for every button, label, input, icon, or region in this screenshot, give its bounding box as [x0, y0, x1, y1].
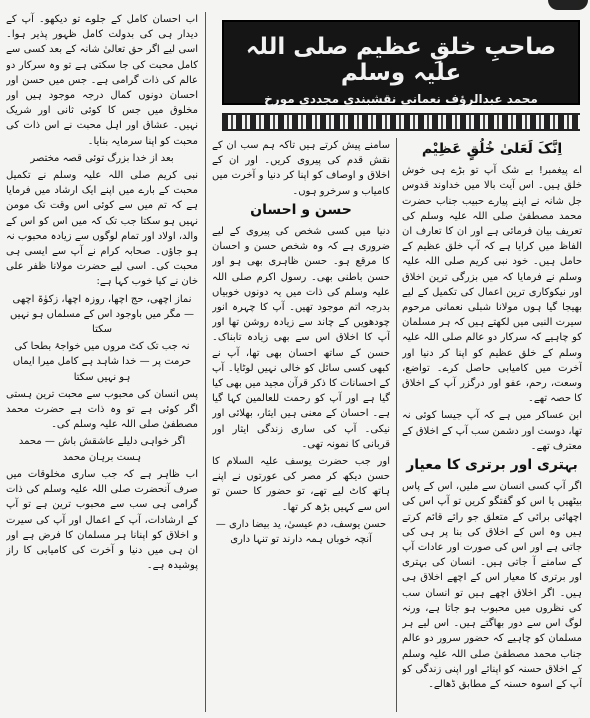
column-right — [402, 138, 582, 712]
middle-verse: حسن یوسف، دم عیسیٰ، ید بیضا داری — آنچہ خوباں ہمہ دارند تو تنہا داری — [215, 518, 387, 546]
left-verse-1: بعد از خدا بزرگ توئی قصہ مختصر — [30, 152, 174, 164]
heading-quranic-verse: اِنَّکَ لَعَلیٰ خُلُقٍ عَظِیْم — [421, 141, 563, 157]
left-verse-2: نماز اچھی، حج اچھا، روزہ اچھا، زکوٰۃ اچھی — مگر میں باوجود اس کے مسلماں ہو نہیں سکتا — [10, 293, 194, 336]
left-paragraph-3: پس انسان کی محبوب سے محبت ترین ہستی اگر کوئی ہے تو وہ ذات ہے حضرت محمد مصطفیٰ صلی اللہ علیہ وسلم کی۔ — [6, 388, 198, 431]
middle-paragraph-2: دنیا میں کسی شخص کی پیروی کے لیے ضروری ہے کہ وہ شخص حسن و احسان کا مرقع ہو۔ حسن ظاہری بھی ہو اور حسن باطنی بھی۔ رسول اکرم صلی اللہ علیہ وسلم کی ذات میں یہ دونوں خوبیاں بدرجہ اتم موجود تھیں۔ آپ کا چہرہ انور چودھویں کے چاند سے زیادہ روشن تھا اور آپ کا اخلاق اس سے بھی زیادہ تابناک۔ حسن کے ساتھ احسان بھی تھا، آپ نے کبھی کسی سائل کو خالی نہیں لوٹایا۔ آپ کے احسانات کا ذکر قرآن مجید میں بھی کیا گیا ہے اور آپ کو رحمت للعالمین کہا گیا ہے۔ احسان کے معنی ہیں ایثار، بھلائی اور نیکی۔ آپ کی ساری زندگی ایثار اور قربانی کا نمونہ تھی۔ — [212, 226, 390, 450]
left-paragraph-2: نبی کریم صلی اللہ علیہ وسلم نے تکمیل محبت کے بارے میں اپنے ایک ارشاد میں فرمایا ہے کہ تم میں سے کوئی اس وقت تک مومن نہیں ہو سکتا جب تک کہ میں اس کو اس کے والد، اولاد اور تمام لوگوں سے زیادہ محبوب نہ ہو جاؤں۔ صحابہ کرام نے آپ سے ایسی ہی محبت کی۔ اسی لیے حضرت مولانا ظفر علی خان نے کیا خوب کہا ہے: — [6, 170, 198, 288]
right-paragraph-3: اگر آپ کسی انسان سے ملیں، اس کے پاس بیٹھیں یا اس کو گفتگو کریں تو آپ اس کی اچھائی برائی کے متعلق جو رائے قائم کرتے ہیں وہ اس کے اخلاق کی بنا پر ہی کی جاتی ہے اور اس کی صورت اور عادات آپ کے سامنے آ جاتی ہیں۔ انسان کی بہتری اور برتری کا معیار اس کے اچھے اخلاق ہی ہیں۔ اگر اخلاق اچھے ہیں تو انسان سب کی نظروں میں محبوب ہو جاتا ہے، ورنہ لوگ اس سے دور بھاگتے ہیں۔ اس لیے ہر مسلمان کو چاہیے کہ حضور سرور دو عالم جناب محمد مصطفیٰ صلی اللہ علیہ وسلم کے اخلاق حسنہ کو اپنائے اور اپنی زندگی کو آپ کے اسوہ حسنہ کے مطابق ڈھالے۔ — [402, 481, 582, 690]
left-verse-4: اگر خواہی دلیلے عاشقش باش — محمد ہست برہان محمد — [18, 436, 186, 463]
column-divider-right — [396, 138, 397, 712]
column-middle — [212, 138, 390, 712]
decorative-border — [222, 113, 580, 131]
title-banner — [222, 20, 580, 105]
left-paragraph-4: اب ظاہر ہے کہ جب ساری مخلوقات میں صرف آنحضرت صلی اللہ علیہ وسلم کی ذات گرامی ہی سب سے محبوب ترین ہے تو آپ کے ارشادات، آپ کے اعمال اور آپ کی سیرت و اخلاق کو اپنانا ہر مسلمان کا فرض ہے اور ان ہی میں دنیا و آخرت کی کامیابی کا راز پوشیدہ ہے۔ — [6, 468, 198, 572]
middle-paragraph-3: اور جب حضرت یوسف علیہ السلام کا حسن دیکھ کر مصر کی عورتوں نے اپنے ہاتھ کاٹ لیے تھے، تو حضور کا حسن تو اس سے کہیں بڑھ کر تھا۔ — [212, 456, 390, 513]
right-paragraph-1: اے پیغمبر! بے شک آپ تو بڑے ہی خوش خلق ہیں۔ اس آیت بالا میں خداوند قدوس جل شانہ نے اپنے پیارے حبیب جناب حضرت محمد مصطفیٰ صلی اللہ علیہ وسلم کی تعریف بیان فرمائی ہے اور ان کا تعارف ان الفاظ میں کرایا ہے کہ آپ خلق عظیم کے حامل ہیں۔ خود نبی کریم صلی اللہ علیہ وسلم نے فرمایا کہ میں بزرگی ترین اخلاق اور نیکوکاری ترین اعمال کی تکمیل کے لیے بھیجا گیا ہوں مولانا شبلی نعمانی مرحوم سیرت النبی میں لکھتے ہیں کہ ہر مسلمان کو چاہیے کہ سرکار دو عالم صلی اللہ علیہ وسلم کے خلق عظیم کو اپنا کر دنیا اور آخرت میں کامیابی حاصل کرے۔ تواضع، وسعت، رحم، عفو اور درگزر آپ کے اخلاق کا حصہ تھے۔ — [402, 165, 582, 405]
heading-behtari-ka-miyar: بہتری اور برتری کا معیار — [406, 457, 578, 474]
right-paragraph-2: ابن عساکر میں ہے کہ آپ جیسا کوئی نہ تھا، دوست اور دشمن سب آپ کے اخلاق کے معترف تھے۔ — [402, 410, 582, 452]
article-title: صاحبِ خلقِ عظیم صلی اللہ علیہ وسلم — [245, 34, 557, 86]
left-paragraph-1: اب احسان کامل کے جلوے تو دیکھو۔ آپ کے دیدار ہی کی بدولت کامل ظہور پذیر ہوا۔ اسی لیے اگر حق تعالیٰ شانہ کے بعد کسی سے کامل محبت کی جا سکتی ہے تو وہ سرکار دو عالم کی ذات گرامی ہے۔ جس میں حسن اور احسان دونوں کمال درجہ موجود ہیں اور مخلوق میں جس کا کوئی ثانی اور شریک نہیں۔ عشاق اور اہل محبت نے اس ذات کی محبت کو اپنا سرمایہ بنایا۔ — [6, 14, 198, 147]
left-verse-3: نہ جب تک کٹ مروں میں خواجۂ بطحا کی حرمت پر — خدا شاہد ہے کامل میرا ایماں ہو نہیں سکتا — [12, 341, 192, 383]
corner-ornament — [548, 0, 588, 10]
author-byline: محمد عبدالرؤف نعمانی نقشبندی مجددی مورخ — [264, 92, 538, 106]
column-left — [6, 12, 198, 712]
column-divider-left — [205, 12, 206, 712]
heading-husn-o-ehsan: حسن و احسان — [250, 201, 352, 218]
middle-paragraph-1: سامنے پیش کرتے ہیں تاکہ ہم سب ان کے نقش قدم کی پیروی کریں۔ اور ان کے اخلاق و اوصاف کو اپنا کر دنیا و آخرت میں کامیاب و سرخرو ہوں۔ — [212, 140, 390, 197]
